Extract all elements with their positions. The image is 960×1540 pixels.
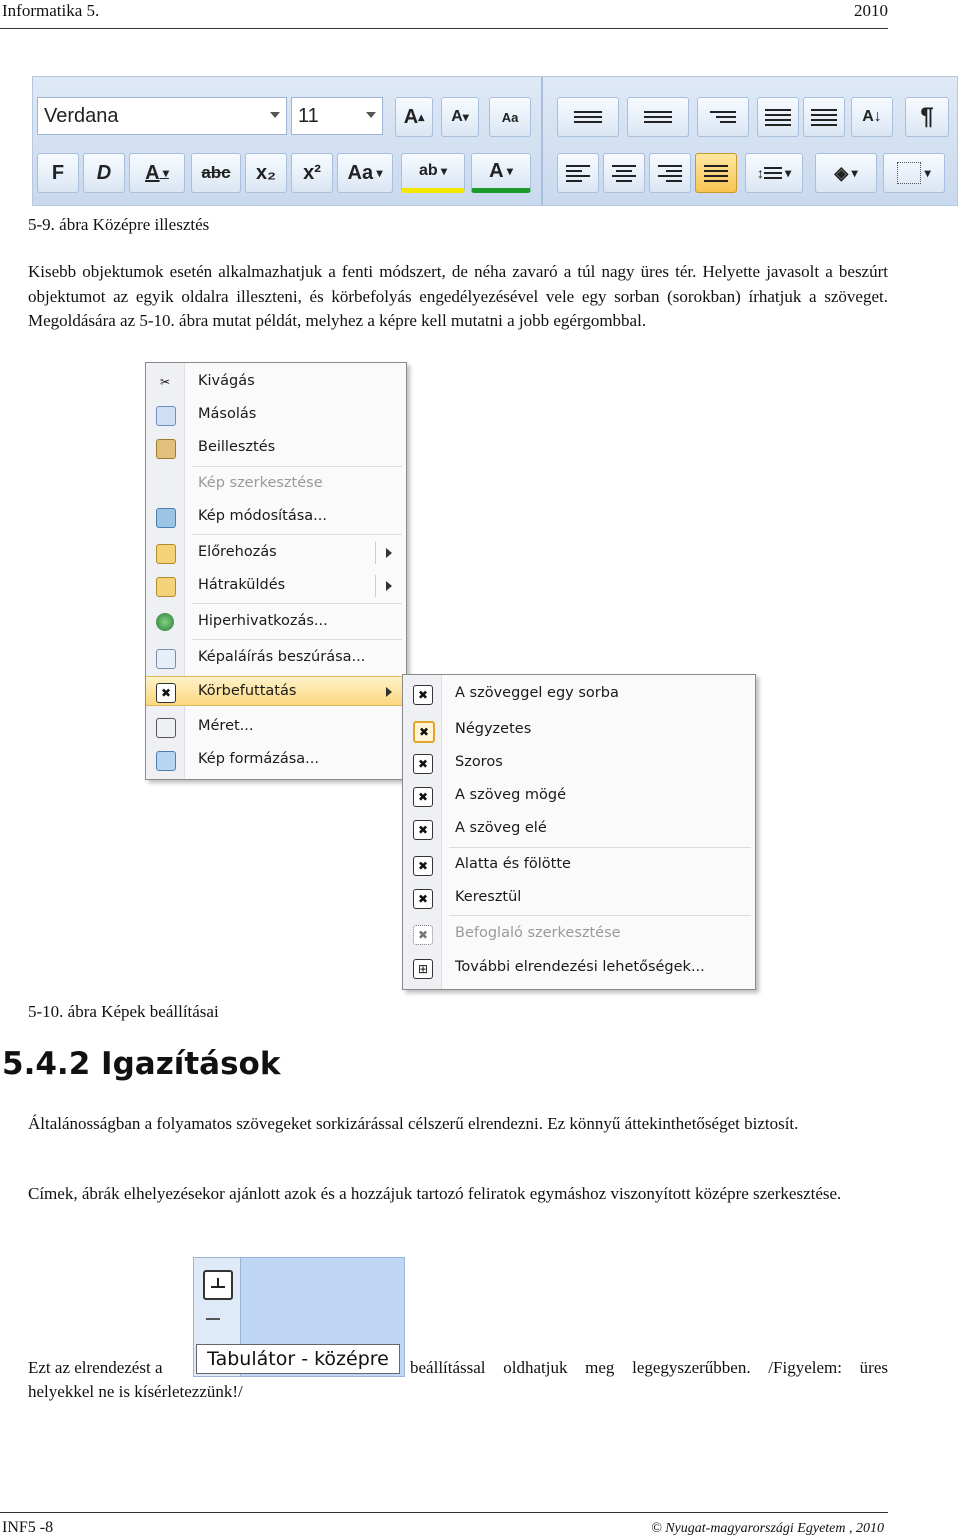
show-marks-icon[interactable]: ¶ bbox=[905, 97, 949, 137]
italic-icon[interactable]: D bbox=[83, 153, 125, 193]
send-backward-icon bbox=[156, 577, 176, 597]
justify-icon[interactable] bbox=[695, 153, 737, 193]
group-separator bbox=[541, 77, 543, 205]
menu-separator bbox=[449, 915, 751, 916]
submenu-item-label: A szöveggel egy sorba bbox=[455, 685, 619, 701]
paste-icon bbox=[156, 439, 176, 459]
submenu-item-label: Négyzetes bbox=[455, 721, 532, 737]
underline-icon[interactable]: A ▾ bbox=[129, 153, 185, 193]
submenu-item-tight[interactable] bbox=[403, 748, 755, 778]
menu-item-size[interactable] bbox=[146, 712, 406, 742]
submenu-item-inline[interactable] bbox=[403, 679, 755, 709]
hyperlink-icon bbox=[156, 613, 174, 631]
decrease-indent-icon[interactable] bbox=[757, 97, 799, 137]
bold-icon[interactable]: F bbox=[37, 153, 79, 193]
paragraph-4-end-line2: helyekkel ne is kísérletezzünk!/ bbox=[28, 1382, 243, 1401]
wrap-text-submenu bbox=[402, 674, 756, 990]
menu-item-edit-picture bbox=[146, 469, 406, 499]
menu-item-label: Kép módosítása... bbox=[198, 508, 328, 524]
submenu-item-in-front[interactable] bbox=[403, 814, 755, 844]
scissors-icon: ✂ bbox=[159, 375, 171, 389]
more-layout-icon: ⊞ bbox=[413, 959, 433, 979]
tight-wrap-icon: ✖ bbox=[413, 754, 433, 774]
menu-item-wrap-text[interactable] bbox=[146, 676, 406, 706]
behind-text-icon: ✖ bbox=[413, 787, 433, 807]
header-title: Informatika 5. bbox=[2, 1, 100, 20]
submenu-item-square[interactable] bbox=[403, 715, 755, 745]
shrink-font-icon[interactable]: A ▾ bbox=[441, 97, 479, 137]
menu-item-label: Körbefuttatás bbox=[198, 683, 297, 699]
menu-item-paste[interactable] bbox=[146, 433, 406, 463]
align-right-icon[interactable] bbox=[649, 153, 691, 193]
font-size-value: 11 bbox=[298, 104, 319, 127]
menu-separator bbox=[192, 639, 402, 640]
page-footer bbox=[0, 1512, 888, 1536]
superscript-icon[interactable]: x² bbox=[291, 153, 333, 193]
font-name-combo[interactable] bbox=[37, 97, 287, 135]
submenu-item-label: Alatta és fölötte bbox=[455, 856, 571, 872]
footer-copyright: © Nyugat-magyarországi Egyetem , 2010 bbox=[651, 1521, 884, 1536]
menu-item-insert-caption[interactable] bbox=[146, 643, 406, 673]
strikethrough-icon[interactable]: abc bbox=[191, 153, 241, 193]
menu-item-label: Beillesztés bbox=[198, 439, 276, 455]
submenu-item-through[interactable] bbox=[403, 883, 755, 913]
chevron-down-icon bbox=[366, 112, 376, 118]
size-icon bbox=[156, 718, 176, 738]
top-bottom-icon: ✖ bbox=[413, 856, 433, 876]
menu-separator bbox=[192, 466, 402, 467]
menu-item-label: Hiperhivatkozás... bbox=[198, 613, 328, 629]
menu-item-label: Méret... bbox=[198, 718, 254, 734]
in-front-icon: ✖ bbox=[413, 820, 433, 840]
grow-font-icon[interactable]: A ▴ bbox=[395, 97, 433, 137]
square-wrap-icon: ✖ bbox=[413, 721, 435, 743]
tab-center-icon[interactable] bbox=[203, 1270, 233, 1300]
tab-stop-screenshot bbox=[193, 1257, 405, 1377]
submenu-item-label: A szöveg mögé bbox=[455, 787, 567, 803]
menu-item-label: Hátraküldés bbox=[198, 577, 286, 593]
increase-indent-icon[interactable] bbox=[803, 97, 845, 137]
menu-item-change-picture[interactable] bbox=[146, 502, 406, 532]
subscript-icon[interactable]: x₂ bbox=[245, 153, 287, 193]
page-header bbox=[0, 0, 888, 29]
figure-caption-5-9: 5-9. ábra Középre illesztés bbox=[28, 215, 210, 234]
menu-separator bbox=[192, 534, 402, 535]
submenu-item-label: Befoglaló szerkesztése bbox=[455, 925, 621, 941]
change-case-icon[interactable]: Aa ▾ bbox=[337, 153, 393, 193]
align-left-icon[interactable] bbox=[557, 153, 599, 193]
edit-wrap-points-icon: ✖ bbox=[413, 925, 433, 945]
menu-item-label: Előrehozás bbox=[198, 544, 277, 560]
menu-separator bbox=[192, 603, 402, 604]
numbering-icon[interactable] bbox=[627, 97, 689, 137]
align-center-icon[interactable] bbox=[603, 153, 645, 193]
wrap-text-icon: ✖ bbox=[156, 683, 176, 703]
submenu-item-label: A szöveg elé bbox=[455, 820, 547, 836]
paragraph-4-start: Ezt az elrendezést a bbox=[28, 1358, 163, 1377]
highlight-icon[interactable]: ab ▾ bbox=[401, 153, 465, 193]
multilevel-list-icon[interactable] bbox=[697, 97, 749, 137]
bring-forward-icon bbox=[156, 544, 176, 564]
submenu-item-label: Szoros bbox=[455, 754, 503, 770]
footer-page-number: INF5 -8 bbox=[2, 1519, 54, 1536]
submenu-item-top-bottom[interactable] bbox=[403, 850, 755, 880]
menu-separator bbox=[449, 847, 751, 848]
paragraph-1: Kisebb objektumok esetén alkalmazhatjuk a fenti módszert, de néha zavaró a túl nagy üres tér. Helyette javasolt a beszúrt objektumot az egyik oldalra illeszteni, és körbefolyás engedélyezésével vele egy sorban (sorokban) írhatjuk a szöveget. Megoldására az 5-10. ábra mutat példát, melyhez a képre kell mutatni a jobb egérgombbal. bbox=[28, 262, 888, 330]
caption-icon bbox=[156, 649, 176, 669]
clear-formatting-icon[interactable]: Aa bbox=[489, 97, 531, 137]
submenu-item-label: Keresztül bbox=[455, 889, 522, 905]
line-spacing-icon[interactable]: ↕ ▾ bbox=[745, 153, 803, 193]
bullets-icon[interactable] bbox=[557, 97, 619, 137]
borders-icon[interactable]: ▾ bbox=[883, 153, 945, 193]
context-menu bbox=[145, 362, 407, 780]
format-picture-icon bbox=[156, 751, 176, 771]
font-name-value: Verdana bbox=[44, 104, 119, 127]
menu-item-label: Kép szerkesztése bbox=[198, 475, 323, 491]
menu-item-send-backward[interactable] bbox=[146, 571, 406, 601]
change-picture-icon bbox=[156, 508, 176, 528]
paragraph-3: Címek, ábrák elhelyezésekor ajánlott azok és a hozzájuk tartozó feliratok egymáshoz viszonyított középre szerkesztése. bbox=[28, 1184, 842, 1203]
menu-item-label: Kép formázása... bbox=[198, 751, 319, 767]
submenu-item-label: További elrendezési lehetőségek... bbox=[455, 959, 705, 975]
header-year: 2010 bbox=[854, 1, 888, 20]
shading-icon[interactable]: ◈ ▾ bbox=[815, 153, 877, 193]
menu-item-bring-forward[interactable] bbox=[146, 538, 406, 568]
paragraph-2: Általánosságban a folyamatos szövegeket sorkizárással célszerű elrendezni. Ez könnyű áttekinthetőséget biztosít. bbox=[28, 1114, 799, 1133]
submenu-item-more-layout[interactable] bbox=[403, 953, 755, 983]
menu-item-cut[interactable] bbox=[146, 367, 406, 397]
submenu-arrow-icon bbox=[386, 687, 392, 697]
figure-caption-5-10: 5-10. ábra Képek beállításai bbox=[28, 1002, 219, 1021]
submenu-item-edit-wrap-points bbox=[403, 919, 755, 949]
submenu-arrow-icon bbox=[386, 581, 392, 591]
chevron-down-icon bbox=[270, 112, 280, 118]
font-size-combo[interactable] bbox=[291, 97, 383, 135]
menu-item-hyperlink[interactable] bbox=[146, 607, 406, 637]
submenu-arrow-icon bbox=[386, 548, 392, 558]
menu-item-format-picture[interactable] bbox=[146, 745, 406, 775]
ribbon-screenshot bbox=[32, 76, 958, 206]
menu-item-label: Kivágás bbox=[198, 373, 255, 389]
inline-wrap-icon: ✖ bbox=[413, 685, 433, 705]
copy-icon bbox=[156, 406, 176, 426]
font-color-icon[interactable]: A ▾ bbox=[471, 153, 531, 193]
menu-item-label: Képaláírás beszúrása... bbox=[198, 649, 366, 665]
minus-icon bbox=[206, 1318, 220, 1320]
tab-stop-label: Tabulátor - középre bbox=[196, 1344, 400, 1374]
section-heading: 5.4.2 Igazítások bbox=[2, 1046, 281, 1082]
menu-item-copy[interactable] bbox=[146, 400, 406, 430]
submenu-item-behind-text[interactable] bbox=[403, 781, 755, 811]
menu-item-label: Másolás bbox=[198, 406, 257, 422]
through-icon: ✖ bbox=[413, 889, 433, 909]
sort-icon[interactable]: A↓ bbox=[851, 97, 893, 137]
paragraph-4-end-line1: beállítással oldhatjuk meg legegyszerűbben. /Figyelem: üres bbox=[410, 1358, 888, 1377]
